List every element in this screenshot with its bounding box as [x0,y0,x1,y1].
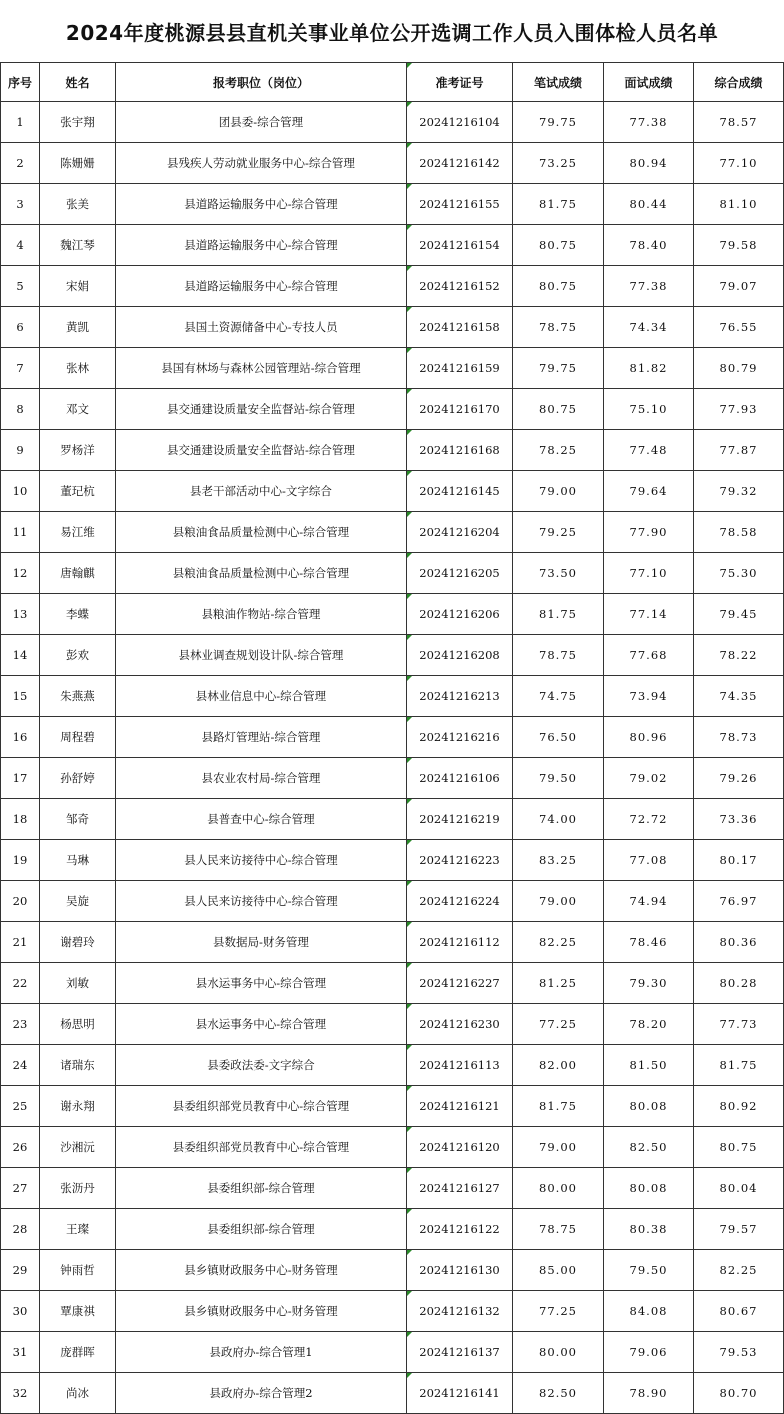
cell-interview-score: 78.90 [604,1373,694,1414]
table-row [1,1127,784,1168]
cell-index: 9 [1,430,40,471]
cell-index: 6 [1,307,40,348]
cell-name: 邓文 [40,389,116,430]
cell-name: 吴旋 [40,881,116,922]
cell-position: 县水运事务中心-综合管理 [116,1004,407,1045]
cell-position: 县水运事务中心-综合管理 [116,963,407,1004]
table-row [1,1332,784,1373]
cell-exam-id: 20241216223 [407,840,513,881]
header-written-score: 笔试成绩 [513,63,604,102]
cell-interview-score: 73.94 [604,676,694,717]
cell-name: 张宇翔 [40,102,116,143]
cell-index: 3 [1,184,40,225]
cell-position: 县农业农村局-综合管理 [116,758,407,799]
cell-index: 15 [1,676,40,717]
table-row [1,430,784,471]
cell-position: 县委政法委-文字综合 [116,1045,407,1086]
cell-exam-id: 20241216122 [407,1209,513,1250]
table-row [1,1209,784,1250]
cell-interview-score: 79.02 [604,758,694,799]
cell-name: 邹奇 [40,799,116,840]
cell-total-score: 80.28 [694,963,784,1004]
cell-position: 县国土资源储备中心-专技人员 [116,307,407,348]
table-row [1,840,784,881]
cell-interview-score: 77.38 [604,102,694,143]
header-position: 报考职位（岗位） [116,63,407,102]
cell-position: 团县委-综合管理 [116,102,407,143]
cell-interview-score: 80.08 [604,1086,694,1127]
header-index: 序号 [1,63,40,102]
cell-index: 23 [1,1004,40,1045]
cell-position: 县林业信息中心-综合管理 [116,676,407,717]
cell-index: 19 [1,840,40,881]
cell-total-score: 77.10 [694,143,784,184]
cell-exam-id: 20241216168 [407,430,513,471]
cell-exam-id: 20241216104 [407,102,513,143]
cell-interview-score: 74.94 [604,881,694,922]
cell-written-score: 73.25 [513,143,604,184]
cell-exam-id: 20241216205 [407,553,513,594]
table-header-row [1,63,784,102]
cell-interview-score: 78.46 [604,922,694,963]
table-row [1,1250,784,1291]
cell-exam-id: 20241216141 [407,1373,513,1414]
cell-exam-id: 20241216206 [407,594,513,635]
cell-written-score: 82.50 [513,1373,604,1414]
cell-position: 县委组织部-综合管理 [116,1209,407,1250]
cell-total-score: 78.57 [694,102,784,143]
cell-name: 魏江琴 [40,225,116,266]
cell-written-score: 80.75 [513,266,604,307]
cell-name: 尚冰 [40,1373,116,1414]
table-row [1,1086,784,1127]
cell-exam-id: 20241216132 [407,1291,513,1332]
cell-interview-score: 77.48 [604,430,694,471]
cell-exam-id: 20241216113 [407,1045,513,1086]
cell-written-score: 78.75 [513,635,604,676]
table-body [1,102,784,1414]
cell-position: 县交通建设质量安全监督站-综合管理 [116,389,407,430]
cell-name: 谢碧玲 [40,922,116,963]
table-row [1,1373,784,1414]
cell-position: 县乡镇财政服务中心-财务管理 [116,1291,407,1332]
cell-name: 马琳 [40,840,116,881]
cell-interview-score: 81.82 [604,348,694,389]
cell-interview-score: 84.08 [604,1291,694,1332]
cell-total-score: 77.87 [694,430,784,471]
cell-exam-id: 20241216154 [407,225,513,266]
cell-name: 宋娟 [40,266,116,307]
cell-name: 周程碧 [40,717,116,758]
cell-total-score: 79.45 [694,594,784,635]
cell-name: 张美 [40,184,116,225]
cell-index: 24 [1,1045,40,1086]
table-row [1,1168,784,1209]
cell-total-score: 79.53 [694,1332,784,1373]
cell-exam-id: 20241216170 [407,389,513,430]
cell-total-score: 80.36 [694,922,784,963]
cell-written-score: 81.75 [513,184,604,225]
cell-position: 县粮油食品质量检测中心-综合管理 [116,512,407,553]
cell-name: 刘敏 [40,963,116,1004]
header-name: 姓名 [40,63,116,102]
cell-name: 杨思明 [40,1004,116,1045]
cell-exam-id: 20241216142 [407,143,513,184]
table-row [1,143,784,184]
cell-interview-score: 79.64 [604,471,694,512]
cell-name: 张沥丹 [40,1168,116,1209]
table-row [1,348,784,389]
cell-interview-score: 79.06 [604,1332,694,1373]
cell-total-score: 79.07 [694,266,784,307]
cell-name: 易江维 [40,512,116,553]
cell-index: 18 [1,799,40,840]
cell-index: 5 [1,266,40,307]
header-exam-id: 准考证号 [407,63,513,102]
cell-position: 县政府办-综合管理1 [116,1332,407,1373]
cell-total-score: 80.67 [694,1291,784,1332]
cell-total-score: 76.55 [694,307,784,348]
cell-index: 13 [1,594,40,635]
cell-index: 2 [1,143,40,184]
table-row [1,389,784,430]
cell-written-score: 74.75 [513,676,604,717]
table-row [1,307,784,348]
cell-interview-score: 80.96 [604,717,694,758]
cell-total-score: 80.79 [694,348,784,389]
cell-exam-id: 20241216204 [407,512,513,553]
cell-total-score: 80.70 [694,1373,784,1414]
cell-position: 县路灯管理站-综合管理 [116,717,407,758]
cell-position: 县交通建设质量安全监督站-综合管理 [116,430,407,471]
cell-written-score: 79.00 [513,471,604,512]
cell-index: 26 [1,1127,40,1168]
cell-exam-id: 20241216145 [407,471,513,512]
cell-index: 28 [1,1209,40,1250]
cell-position: 县委组织部党员教育中心-综合管理 [116,1127,407,1168]
cell-interview-score: 81.50 [604,1045,694,1086]
cell-name: 谢永翔 [40,1086,116,1127]
cell-name: 孙舒婷 [40,758,116,799]
cell-written-score: 81.75 [513,594,604,635]
table-row [1,512,784,553]
cell-index: 7 [1,348,40,389]
cell-exam-id: 20241216130 [407,1250,513,1291]
cell-written-score: 78.75 [513,1209,604,1250]
cell-position: 县普查中心-综合管理 [116,799,407,840]
cell-exam-id: 20241216158 [407,307,513,348]
cell-index: 14 [1,635,40,676]
cell-interview-score: 77.38 [604,266,694,307]
cell-interview-score: 77.10 [604,553,694,594]
cell-written-score: 77.25 [513,1291,604,1332]
cell-total-score: 77.93 [694,389,784,430]
cell-name: 沙湘沅 [40,1127,116,1168]
cell-index: 16 [1,717,40,758]
cell-exam-id: 20241216219 [407,799,513,840]
cell-exam-id: 20241216159 [407,348,513,389]
table-row [1,266,784,307]
cell-name: 王璨 [40,1209,116,1250]
cell-written-score: 81.75 [513,1086,604,1127]
cell-name: 彭欢 [40,635,116,676]
cell-index: 32 [1,1373,40,1414]
cell-written-score: 78.25 [513,430,604,471]
cell-index: 29 [1,1250,40,1291]
cell-interview-score: 80.44 [604,184,694,225]
table-row [1,799,784,840]
cell-written-score: 79.00 [513,881,604,922]
cell-name: 董玘杭 [40,471,116,512]
cell-exam-id: 20241216121 [407,1086,513,1127]
table-row [1,553,784,594]
header-total-score: 综合成绩 [694,63,784,102]
cell-total-score: 82.25 [694,1250,784,1291]
cell-interview-score: 79.30 [604,963,694,1004]
cell-total-score: 80.17 [694,840,784,881]
table-row [1,963,784,1004]
cell-interview-score: 82.50 [604,1127,694,1168]
table-row [1,225,784,266]
cell-written-score: 79.75 [513,102,604,143]
table-row [1,881,784,922]
cell-position: 县乡镇财政服务中心-财务管理 [116,1250,407,1291]
cell-total-score: 79.58 [694,225,784,266]
cell-written-score: 79.75 [513,348,604,389]
cell-index: 31 [1,1332,40,1373]
cell-total-score: 79.26 [694,758,784,799]
cell-written-score: 80.00 [513,1332,604,1373]
cell-position: 县粮油作物站-综合管理 [116,594,407,635]
cell-index: 10 [1,471,40,512]
cell-total-score: 75.30 [694,553,784,594]
cell-position: 县道路运输服务中心-综合管理 [116,184,407,225]
table-row [1,102,784,143]
cell-written-score: 80.75 [513,389,604,430]
cell-written-score: 83.25 [513,840,604,881]
cell-position: 县道路运输服务中心-综合管理 [116,225,407,266]
cell-index: 20 [1,881,40,922]
cell-written-score: 79.00 [513,1127,604,1168]
cell-index: 1 [1,102,40,143]
cell-index: 8 [1,389,40,430]
cell-written-score: 79.50 [513,758,604,799]
table-row [1,594,784,635]
cell-exam-id: 20241216213 [407,676,513,717]
cell-name: 唐翰麒 [40,553,116,594]
cell-total-score: 73.36 [694,799,784,840]
cell-exam-id: 20241216155 [407,184,513,225]
cell-name: 张林 [40,348,116,389]
cell-position: 县残疾人劳动就业服务中心-综合管理 [116,143,407,184]
cell-exam-id: 20241216112 [407,922,513,963]
cell-exam-id: 20241216230 [407,1004,513,1045]
cell-name: 罗杨洋 [40,430,116,471]
cell-total-score: 80.92 [694,1086,784,1127]
cell-position: 县老干部活动中心-文字综合 [116,471,407,512]
cell-total-score: 78.22 [694,635,784,676]
cell-total-score: 79.57 [694,1209,784,1250]
cell-name: 李蝶 [40,594,116,635]
cell-name: 陈姗姗 [40,143,116,184]
cell-interview-score: 77.14 [604,594,694,635]
cell-index: 17 [1,758,40,799]
cell-interview-score: 79.50 [604,1250,694,1291]
cell-exam-id: 20241216137 [407,1332,513,1373]
table-row [1,922,784,963]
cell-name: 朱燕燕 [40,676,116,717]
cell-interview-score: 74.34 [604,307,694,348]
cell-exam-id: 20241216208 [407,635,513,676]
cell-name: 诸瑞东 [40,1045,116,1086]
cell-interview-score: 77.68 [604,635,694,676]
page-title: 2024年度桃源县县直机关事业单位公开选调工作人员入围体检人员名单 [65,20,719,45]
cell-written-score: 80.00 [513,1168,604,1209]
table-row [1,717,784,758]
cell-index: 4 [1,225,40,266]
cell-interview-score: 77.90 [604,512,694,553]
cell-position: 县林业调查规划设计队-综合管理 [116,635,407,676]
cell-total-score: 77.73 [694,1004,784,1045]
cell-exam-id: 20241216216 [407,717,513,758]
cell-total-score: 80.04 [694,1168,784,1209]
cell-index: 27 [1,1168,40,1209]
cell-name: 庞群晖 [40,1332,116,1373]
cell-interview-score: 78.40 [604,225,694,266]
cell-total-score: 76.97 [694,881,784,922]
cell-interview-score: 72.72 [604,799,694,840]
table-row [1,184,784,225]
cell-interview-score: 80.38 [604,1209,694,1250]
cell-index: 30 [1,1291,40,1332]
cell-index: 22 [1,963,40,1004]
cell-total-score: 81.75 [694,1045,784,1086]
cell-position: 县人民来访接待中心-综合管理 [116,881,407,922]
cell-written-score: 82.00 [513,1045,604,1086]
table-row [1,1291,784,1332]
cell-written-score: 73.50 [513,553,604,594]
cell-written-score: 82.25 [513,922,604,963]
cell-interview-score: 80.94 [604,143,694,184]
cell-total-score: 80.75 [694,1127,784,1168]
cell-index: 21 [1,922,40,963]
cell-total-score: 78.58 [694,512,784,553]
cell-position: 县人民来访接待中心-综合管理 [116,840,407,881]
cell-position: 县粮油食品质量检测中心-综合管理 [116,553,407,594]
cell-written-score: 76.50 [513,717,604,758]
cell-index: 25 [1,1086,40,1127]
cell-interview-score: 78.20 [604,1004,694,1045]
table-row [1,758,784,799]
header-interview-score: 面试成绩 [604,63,694,102]
candidate-table [0,62,784,1414]
cell-index: 11 [1,512,40,553]
cell-position: 县委组织部党员教育中心-综合管理 [116,1086,407,1127]
cell-name: 钟雨哲 [40,1250,116,1291]
cell-exam-id: 20241216120 [407,1127,513,1168]
cell-total-score: 74.35 [694,676,784,717]
cell-written-score: 85.00 [513,1250,604,1291]
table-row [1,471,784,512]
cell-exam-id: 20241216227 [407,963,513,1004]
cell-total-score: 81.10 [694,184,784,225]
cell-index: 12 [1,553,40,594]
cell-name: 黄凯 [40,307,116,348]
cell-total-score: 78.73 [694,717,784,758]
cell-total-score: 79.32 [694,471,784,512]
cell-position: 县道路运输服务中心-综合管理 [116,266,407,307]
cell-position: 县委组织部-综合管理 [116,1168,407,1209]
cell-position: 县政府办-综合管理2 [116,1373,407,1414]
table-row [1,1004,784,1045]
cell-name: 覃康祺 [40,1291,116,1332]
cell-written-score: 74.00 [513,799,604,840]
cell-exam-id: 20241216106 [407,758,513,799]
table-row [1,676,784,717]
table-row [1,1045,784,1086]
cell-interview-score: 75.10 [604,389,694,430]
cell-position: 县国有林场与森林公园管理站-综合管理 [116,348,407,389]
cell-written-score: 78.75 [513,307,604,348]
cell-written-score: 77.25 [513,1004,604,1045]
cell-written-score: 79.25 [513,512,604,553]
cell-exam-id: 20241216127 [407,1168,513,1209]
cell-written-score: 81.25 [513,963,604,1004]
cell-exam-id: 20241216152 [407,266,513,307]
cell-position: 县数据局-财务管理 [116,922,407,963]
cell-interview-score: 77.08 [604,840,694,881]
cell-exam-id: 20241216224 [407,881,513,922]
cell-written-score: 80.75 [513,225,604,266]
table-row [1,635,784,676]
cell-interview-score: 80.08 [604,1168,694,1209]
